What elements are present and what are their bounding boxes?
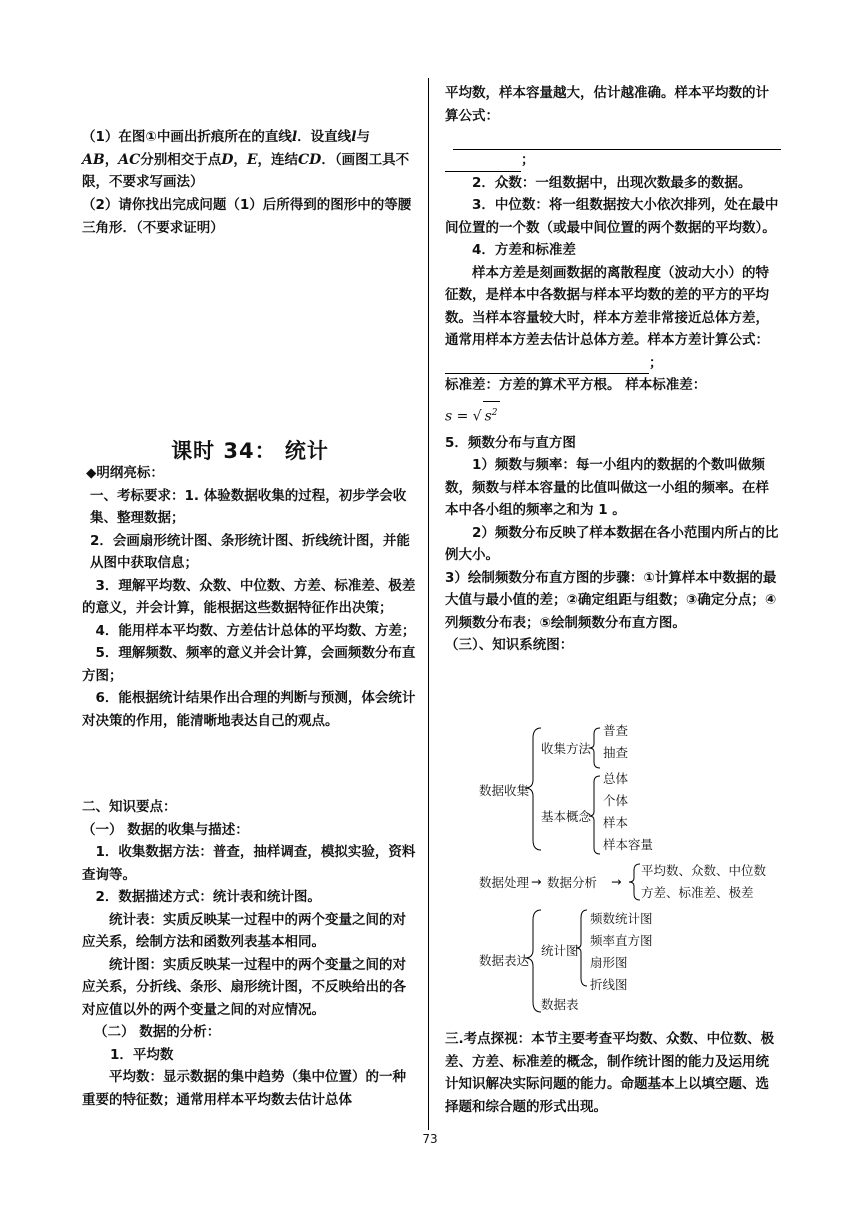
node-individual: 个体: [603, 793, 629, 808]
node-central-stats: 平均数、众数、中位数: [641, 863, 767, 878]
knowledge-item: 样本方差是刻画数据的离散程度（波动大小）的特征数，是样本中各数据与样本平均数的差的平方的平均数。当样本容量较大时，样本方差非常接近总体方差，通常用样本方差去估计总体方差。样本方差计算公式：: [445, 264, 769, 348]
formula-radicand: s: [484, 408, 492, 425]
knowledge-section: [82, 796, 418, 1111]
knowledge-diagram: [445, 718, 782, 1028]
node-data-expression: 数据表达: [479, 953, 530, 968]
subsection-heading: （二） 数据的分析：: [94, 1024, 221, 1040]
section-heading: 二、知识要点：: [82, 799, 177, 815]
problem-text: ，: [233, 151, 247, 168]
knowledge-item: 平均数：显示数据的集中趋势（集中位置）的一种重要的特征数；通常用样本平均数去估计总体: [82, 1069, 406, 1108]
arrow-icon: →: [611, 874, 622, 889]
var-l: l: [291, 129, 298, 145]
knowledge-item: 标准差：方差的算术平方根。 样本标准差：: [445, 377, 707, 393]
problem-text: ．（画图工具不限，不要求写画法）: [82, 151, 410, 190]
page-number: 73: [422, 1132, 438, 1146]
node-pie-chart: 扇形图: [590, 955, 628, 970]
node-sampling: 抽查: [603, 745, 629, 760]
column-divider: [428, 78, 429, 1130]
punctuation: ；: [521, 152, 535, 168]
var-ab: AB: [82, 151, 105, 168]
node-histogram: 频率直方图: [590, 933, 653, 948]
var-d: D: [221, 151, 234, 168]
var-e: E: [246, 151, 258, 168]
section-heading: ◆明纲亮标：: [86, 465, 164, 481]
requirement-item: 一、考标要求：1. 体验数据收集的过程，初步学会收集、整理数据；: [90, 487, 407, 526]
knowledge-item: 2．数据描述方式：统计表和统计图。: [95, 889, 321, 905]
problem-text: （2）请你找出完成问题（1）后所得到的图形中的等腰三角形．（不要求证明）: [82, 197, 412, 236]
node-sample: 样本: [603, 815, 629, 830]
node-basic-concepts: 基本概念: [541, 809, 592, 824]
knowledge-item: 5．频数分布与直方图: [445, 434, 576, 451]
knowledge-item: 1．收集数据方法：普查，抽样调查，模拟实验，资料查询等。: [82, 844, 416, 883]
problem-text: 分别相交于点: [140, 151, 222, 168]
requirement-item: 6．能根据统计结果作出合理的判断与预测，体会统计对决策的作用，能清晰地表达自己的观点。: [82, 690, 416, 729]
knowledge-item: 1．平均数: [110, 1046, 174, 1063]
knowledge-item: 2．众数：一组数据中，出现次数最多的数据。: [472, 174, 752, 191]
punctuation: ；: [649, 354, 663, 371]
problem-part-2: [82, 194, 418, 239]
knowledge-item: 2）频数分布反映了样本数据在各小范围内所占的比例大小。: [445, 524, 779, 564]
requirement-item: 5．理解频数、频率的意义并会计算，会画频数分布直方图；: [82, 645, 416, 684]
std-formula: s = √ $s^2$: [445, 401, 782, 428]
node-stat-chart: 统计图: [541, 943, 579, 958]
subsection-heading: （三）、知识系统图：: [445, 637, 574, 654]
requirement-item: 2．会画扇形统计图、条形统计图、折线统计图，并能从图中获取信息；: [90, 532, 410, 571]
node-frequency-chart: 频数统计图: [590, 911, 653, 926]
var-cd: CD: [298, 151, 322, 168]
formula-exponent: 2: [491, 407, 498, 418]
node-collection-method: 收集方法: [541, 741, 592, 756]
var-l: l: [351, 129, 357, 145]
node-data-collection: 数据收集: [479, 783, 530, 798]
node-dispersion-stats: 方差、标准差、极差: [641, 885, 754, 900]
node-census: 普查: [603, 723, 629, 738]
problem-part-1: [82, 126, 418, 194]
arrow-icon: →: [531, 874, 542, 889]
node-data-table: 数据表: [541, 997, 579, 1012]
knowledge-item: 统计图：实质反映某一过程中的两个变量之间的对应关系，分折线、条形、扇形统计图，不反映给出的各对应值以外的两个变量之间的对应情况。: [82, 956, 406, 1018]
node-sample-size: 样本容量: [603, 837, 654, 852]
knowledge-item: 3）绘制频数分布直方图的步骤：①计算样本中数据的最大值与最小值的差；②确定组距与组数；③确定分点；④列频数分布表；⑤绘制频数分布直方图。: [445, 569, 777, 631]
problem-text: ．设直线: [297, 129, 352, 145]
knowledge-item: 4．方差和标准差: [472, 242, 576, 258]
problem-text: （1）在图①中画出折痕所在的直线: [82, 129, 292, 145]
knowledge-item: 3．中位数：将一组数据按大小依次排列，处在最中间位置的一个数（或最中间位置的两个数据的平均数）。: [445, 197, 779, 236]
problem-text: ，: [104, 151, 119, 168]
knowledge-item: 平均数，样本容量越大，估计越准确。样本平均数的计算公式：: [445, 85, 769, 124]
problem-text: 与: [356, 129, 370, 145]
exam-focus: [445, 1028, 782, 1118]
requirement-item: 3．理解平均数、众数、中位数、方差、标准差、极差的意义，并会计算，能根据这些数据特征作出决策；: [82, 577, 416, 616]
var-ac: AC: [118, 151, 141, 168]
formula-blank-line: [445, 127, 782, 149]
node-data-analysis: 数据分析: [547, 875, 598, 890]
node-data-processing: 数据处理: [479, 875, 530, 890]
knowledge-item: 统计表：实质反映某一过程中的两个变量之间的对应关系，绘制方法和函数列表基本相同。: [82, 911, 406, 950]
requirement-item: 4．能用样本平均数、方差估计总体的平均数、方差；: [95, 622, 416, 639]
subsection-heading: （一） 数据的收集与描述：: [82, 821, 249, 838]
goals-section: [82, 462, 418, 732]
lesson-title: 课时 34： 统计: [171, 439, 329, 463]
node-line-chart: 折线图: [590, 977, 628, 992]
node-population: 总体: [603, 771, 629, 786]
knowledge-item: 1）频数与频率：每一小组内的数据的个数叫做频数，频数与样本容量的比值叫做这一小组的频率。在样本中各小组的频率之和为 1 。: [445, 457, 769, 519]
problem-text: ，连结: [257, 151, 299, 168]
formula-lhs: s =: [445, 408, 469, 425]
knowledge-item: 三.考点探视：本节主要考查平均数、众数、中位数、极差、方差、标准差的概念，制作统计图的能力及运用统计知识解决实际问题的能力。命题基本上以填空题、选择题和综合题的形式出现。: [445, 1031, 775, 1115]
mean-continued: [445, 82, 782, 657]
